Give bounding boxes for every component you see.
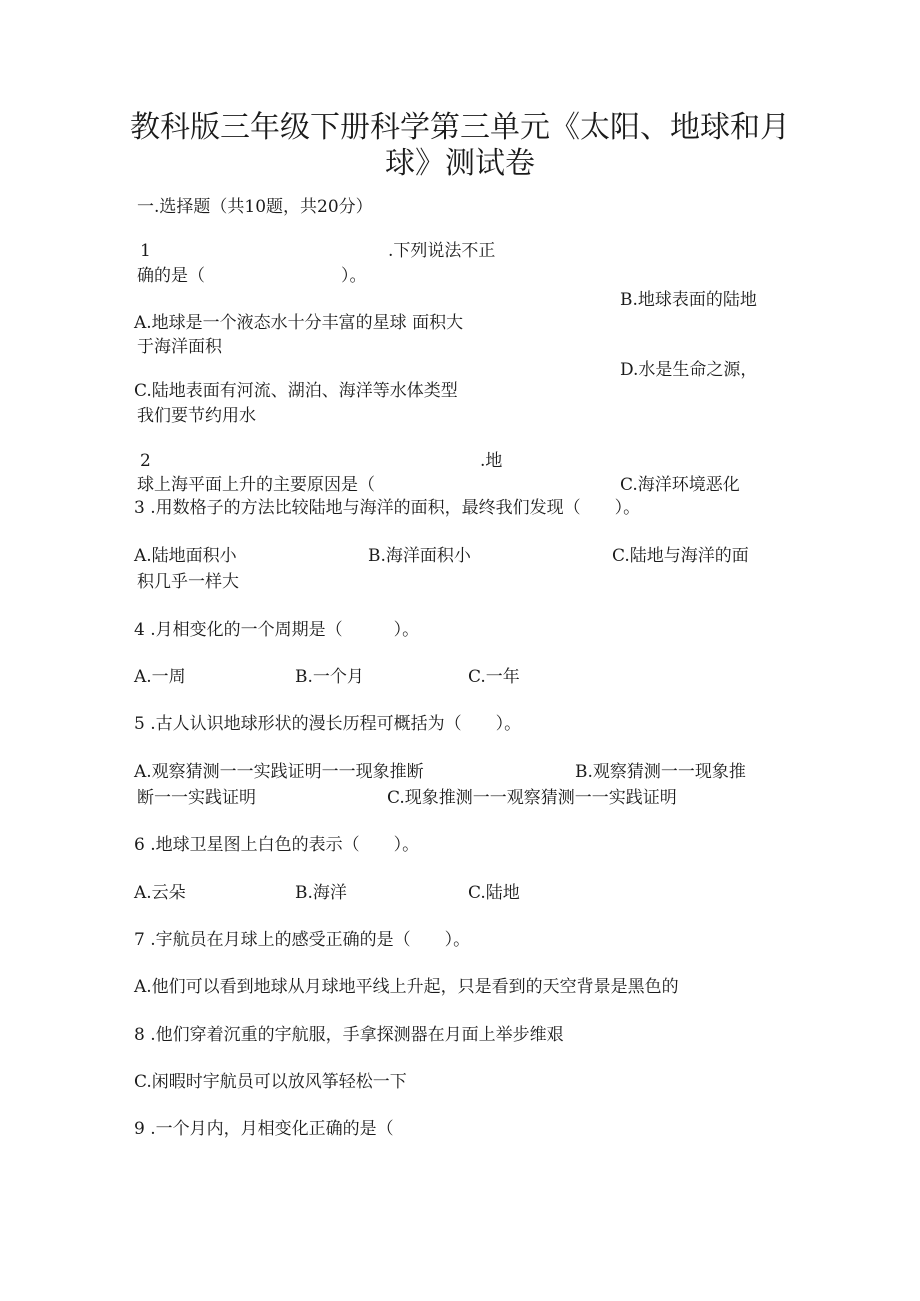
q2-option-c: C.海洋环境恶化 — [620, 475, 740, 495]
q2-stem-a: .地 — [480, 451, 503, 471]
q1-option-c-cont: 我们要节约用水 — [137, 406, 256, 426]
q4-option-a: A.一周 — [134, 667, 186, 687]
q3-stem: 3 .用数格子的方法比较陆地与海洋的面积，最终我们发现（ ）。 — [134, 498, 641, 518]
section-heading: 一.选择题（共10题，共20分） — [137, 197, 373, 217]
q1-option-d: D.水是生命之源， — [620, 360, 758, 380]
q5-option-b: B.观察猜测一一现象推 — [575, 762, 746, 782]
q1-option-a: A.地球是一个液态水十分丰富的星球 面积大 — [134, 313, 464, 333]
q8-option-c: C.闲暇时宇航员可以放风筝轻松一下 — [134, 1072, 407, 1092]
q5-option-b-cont: 断一一实践证明 — [137, 788, 256, 808]
doc-title-line1: 教科版三年级下册科学第三单元《太阳、地球和月 — [130, 110, 790, 145]
q1-option-a-cont: 于海洋面积 — [137, 337, 222, 357]
q1-option-c: C.陆地表面有河流、湖泊、海洋等水体类型 — [134, 381, 458, 401]
q6-option-a: A.云朵 — [134, 883, 186, 903]
q5-stem: 5 .古人认识地球形状的漫长历程可概括为（ ）。 — [134, 714, 522, 734]
q1-option-b: B.地球表面的陆地 — [620, 290, 757, 310]
q1-number: 1 — [140, 241, 151, 261]
q5-option-c: C.现象推测一一观察猜测一一实践证明 — [387, 788, 677, 808]
q3-option-c-cont: 积几乎一样大 — [137, 572, 239, 592]
q7-option-a: A.他们可以看到地球从月球地平线上升起，只是看到的天空背景是黑色的 — [134, 977, 679, 997]
q2-number: 2 — [140, 451, 151, 471]
q8-stem: 8 .他们穿着沉重的宇航服，手拿探测器在月面上举步维艰 — [134, 1025, 564, 1045]
q6-option-c: C.陆地 — [468, 883, 520, 903]
q4-option-b: B.一个月 — [295, 667, 364, 687]
q4-option-c: C.一年 — [468, 667, 520, 687]
q5-option-a: A.观察猜测一一实践证明一一现象推断 — [134, 762, 424, 782]
doc-title-line2: 球》测试卷 — [385, 146, 535, 181]
q3-option-a: A.陆地面积小 — [134, 546, 237, 566]
q1-stem-a: .下列说法不正 — [388, 241, 496, 261]
q3-option-b: B.海洋面积小 — [368, 546, 471, 566]
q3-option-c: C.陆地与海洋的面 — [612, 546, 749, 566]
q6-option-b: B.海洋 — [295, 883, 347, 903]
q7-stem: 7 .宇航员在月球上的感受正确的是（ ）。 — [134, 930, 471, 950]
q6-stem: 6 .地球卫星图上白色的表示（ ）。 — [134, 835, 420, 855]
q2-stem-b: 球上海平面上升的主要原因是（ — [137, 475, 375, 495]
q4-stem: 4 .月相变化的一个周期是（ ）。 — [134, 620, 420, 640]
q9-stem: 9 .一个月内，月相变化正确的是（ — [134, 1119, 394, 1139]
q1-stem-b: 确的是（ ）。 — [137, 266, 367, 286]
